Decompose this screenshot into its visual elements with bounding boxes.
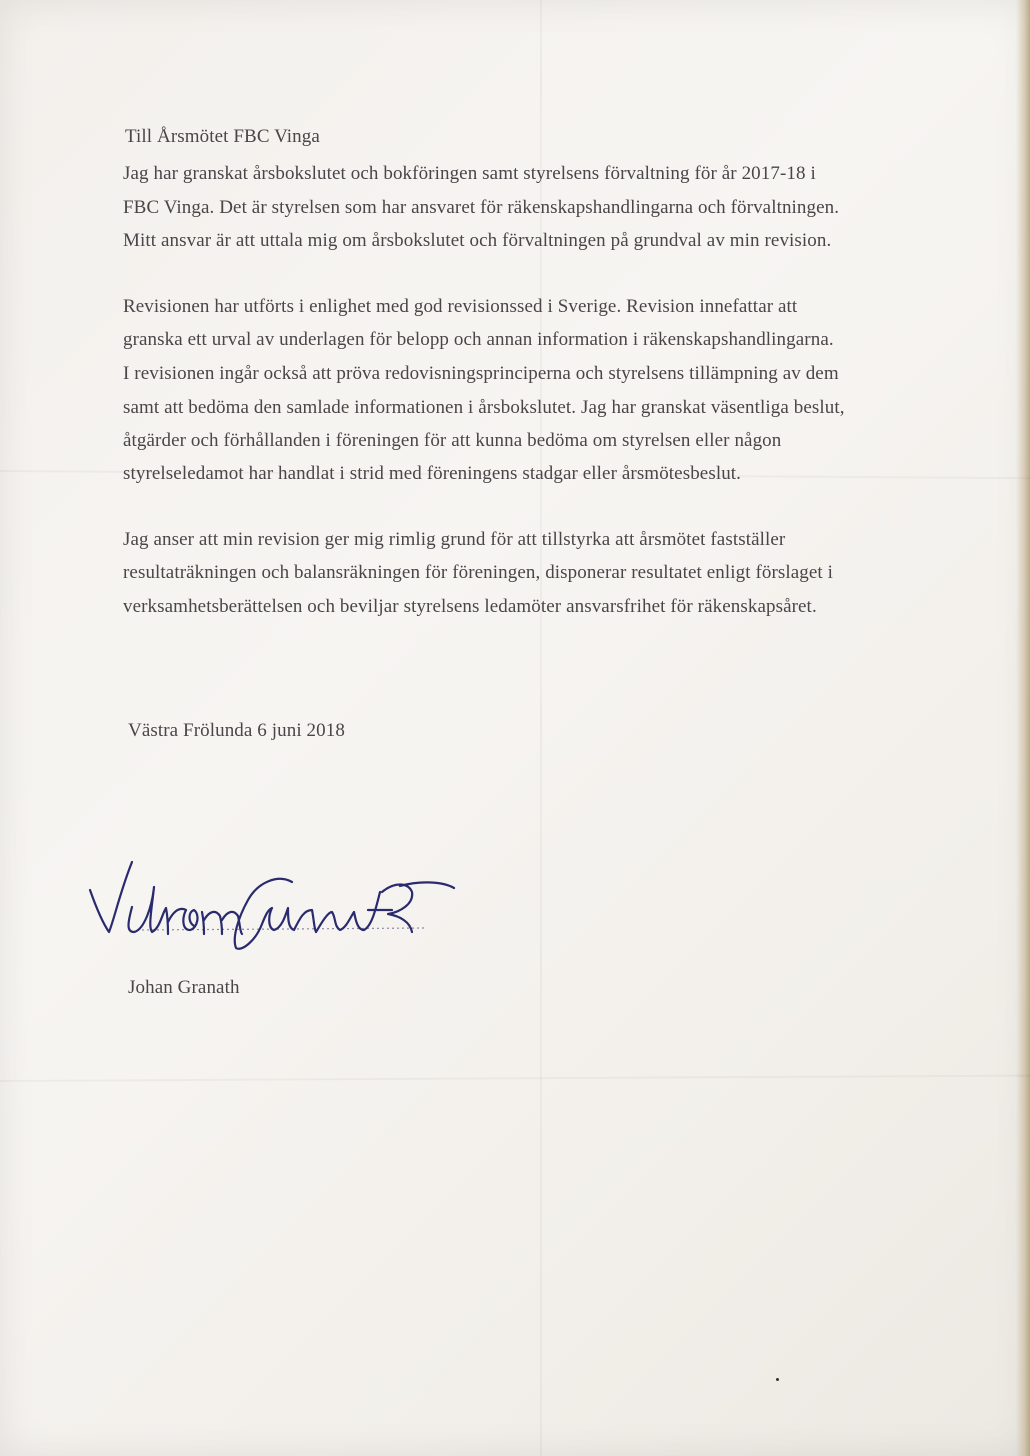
paragraph-3-line-2: resultaträkningen och balansräkningen för föreningen, disponerar resultatet enligt förslaget i (123, 562, 834, 583)
paragraph-2-line-5: åtgärder och förhållanden i föreningen för att kunna bedöma om styrelsen eller någon (123, 430, 782, 451)
paragraph-2-line-1: Revisionen har utförts i enlighet med god revisionssed i Sverige. Revision innefattar att (123, 296, 798, 317)
handwritten-signature (82, 852, 482, 962)
paragraph-2-line-2: granska ett urval av underlagen för belopp och annan information i räkenskapshandlingarna. (123, 329, 834, 350)
paragraph-3-line-3: verksamhetsberättelsen och beviljar styrelsens ledamöter ansvarsfrihet för räkenskapsåret. (123, 596, 817, 617)
letter-title: Till Årsmötet FBC Vinga (125, 126, 320, 147)
place-and-date: Västra Frölunda 6 juni 2018 (128, 720, 345, 741)
paragraph-1-line-3: Mitt ansvar är att uttala mig om årsbokslutet och förvaltningen på grundval av min revision. (123, 230, 832, 251)
ink-dot (776, 1378, 779, 1381)
paper-edge-shadow (1016, 0, 1030, 1456)
paragraph-2-line-4: samt att bedöma den samlade informationen i årsbokslutet. Jag har granskat väsentliga beslut, (123, 397, 845, 418)
paragraph-1-line-2: FBC Vinga. Det är styrelsen som har ansvaret för räkenskapshandlingarna och förvaltningen. (123, 197, 840, 218)
paragraph-2-line-6: styrelseledamot har handlat i strid med föreningens stadgar eller årsmötesbeslut. (123, 463, 742, 484)
paragraph-3-line-1: Jag anser att min revision ger mig rimlig grund för att tillstyrka att årsmötet fastställer (123, 529, 786, 550)
paper-crease (0, 1075, 1030, 1082)
paragraph-2-line-3: I revisionen ingår också att pröva redovisningsprinciperna och styrelsens tillämpning av dem (123, 363, 839, 384)
paragraph-1-line-1: Jag har granskat årsbokslutet och bokföringen samt styrelsens förvaltning för år 2017-18 i (123, 163, 816, 184)
signatory-name: Johan Granath (128, 977, 240, 998)
